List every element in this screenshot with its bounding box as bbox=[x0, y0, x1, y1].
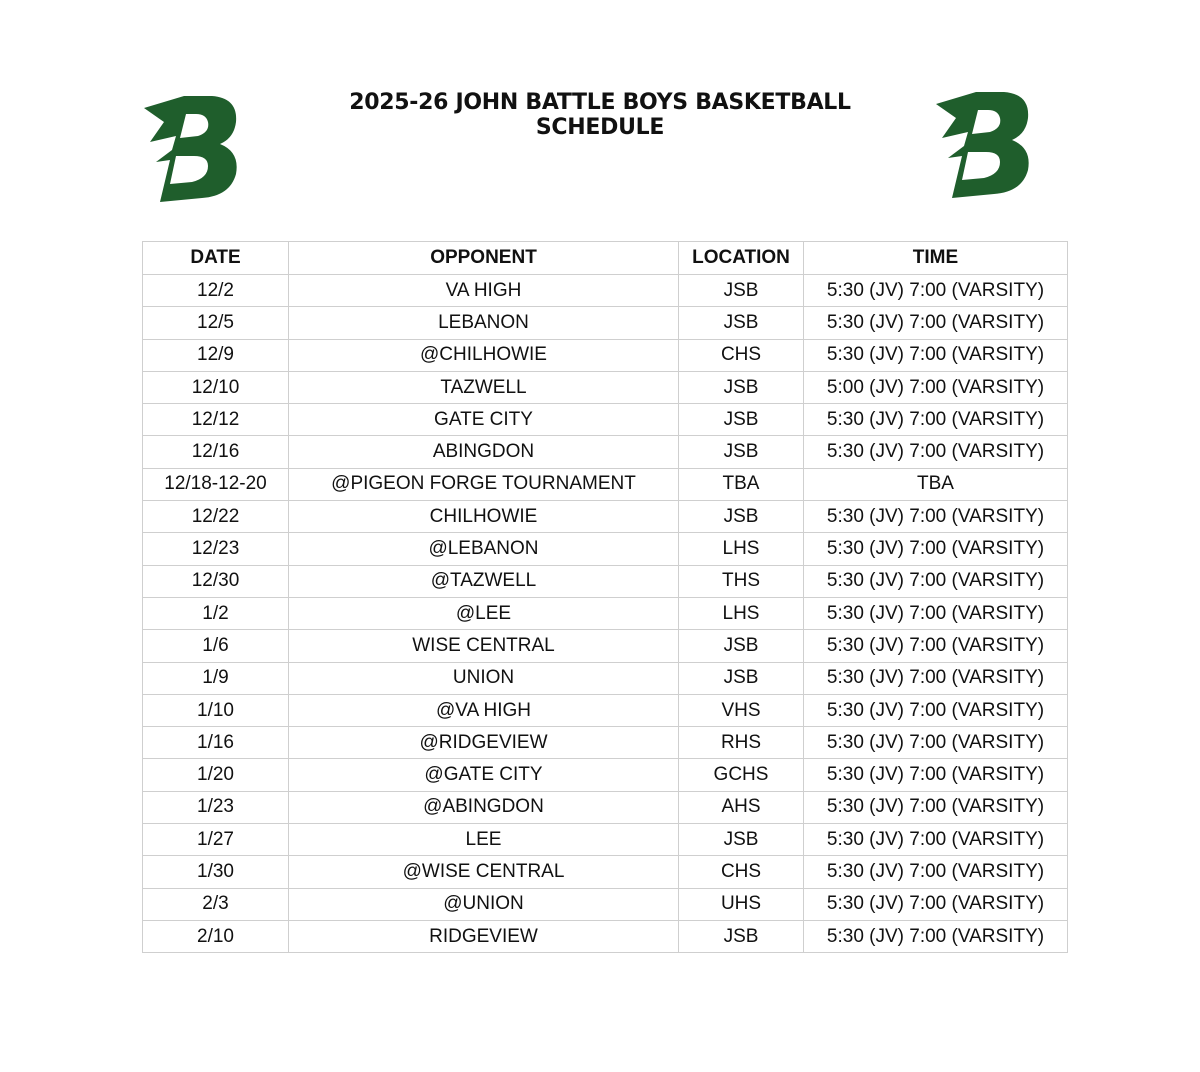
opponent-cell: GATE CITY bbox=[289, 404, 679, 436]
table-row bbox=[143, 533, 1068, 565]
table-header-row bbox=[143, 242, 1068, 275]
time-cell: 5:30 (JV) 7:00 (VARSITY) bbox=[804, 501, 1068, 533]
time-cell: 5:30 (JV) 7:00 (VARSITY) bbox=[804, 727, 1068, 759]
table-row bbox=[143, 468, 1068, 500]
time-cell: 5:30 (JV) 7:00 (VARSITY) bbox=[804, 759, 1068, 791]
opponent-cell: @LEE bbox=[289, 597, 679, 629]
location-cell: JSB bbox=[679, 404, 804, 436]
table-row bbox=[143, 920, 1068, 952]
location-cell: JSB bbox=[679, 371, 804, 403]
time-cell: 5:30 (JV) 7:00 (VARSITY) bbox=[804, 694, 1068, 726]
date-cell: 1/6 bbox=[143, 630, 289, 662]
table-row bbox=[143, 791, 1068, 823]
date-cell: 12/2 bbox=[143, 275, 289, 307]
location-cell: CHS bbox=[679, 856, 804, 888]
table-row bbox=[143, 759, 1068, 791]
location-cell: JSB bbox=[679, 436, 804, 468]
time-cell: 5:30 (JV) 7:00 (VARSITY) bbox=[804, 630, 1068, 662]
location-cell: JSB bbox=[679, 920, 804, 952]
time-cell: 5:30 (JV) 7:00 (VARSITY) bbox=[804, 856, 1068, 888]
opponent-cell: @ABINGDON bbox=[289, 791, 679, 823]
location-cell: UHS bbox=[679, 888, 804, 920]
time-cell: TBA bbox=[804, 468, 1068, 500]
time-cell: 5:30 (JV) 7:00 (VARSITY) bbox=[804, 339, 1068, 371]
table-row bbox=[143, 727, 1068, 759]
date-cell: 12/30 bbox=[143, 565, 289, 597]
table-row bbox=[143, 275, 1068, 307]
date-cell: 12/16 bbox=[143, 436, 289, 468]
date-cell: 12/9 bbox=[143, 339, 289, 371]
opponent-cell: @VA HIGH bbox=[289, 694, 679, 726]
location-cell: GCHS bbox=[679, 759, 804, 791]
date-cell: 1/27 bbox=[143, 824, 289, 856]
time-cell: 5:30 (JV) 7:00 (VARSITY) bbox=[804, 404, 1068, 436]
date-cell: 1/16 bbox=[143, 727, 289, 759]
table-row bbox=[143, 339, 1068, 371]
table-row bbox=[143, 371, 1068, 403]
column-header-opponent: OPPONENT bbox=[289, 242, 679, 275]
time-cell: 5:30 (JV) 7:00 (VARSITY) bbox=[804, 533, 1068, 565]
opponent-cell: @UNION bbox=[289, 888, 679, 920]
opponent-cell: LEE bbox=[289, 824, 679, 856]
time-cell: 5:30 (JV) 7:00 (VARSITY) bbox=[804, 307, 1068, 339]
location-cell: TBA bbox=[679, 468, 804, 500]
date-cell: 1/30 bbox=[143, 856, 289, 888]
opponent-cell: UNION bbox=[289, 662, 679, 694]
location-cell: THS bbox=[679, 565, 804, 597]
date-cell: 1/2 bbox=[143, 597, 289, 629]
column-header-time: TIME bbox=[804, 242, 1068, 275]
location-cell: LHS bbox=[679, 597, 804, 629]
time-cell: 5:30 (JV) 7:00 (VARSITY) bbox=[804, 275, 1068, 307]
column-header-location: LOCATION bbox=[679, 242, 804, 275]
location-cell: JSB bbox=[679, 662, 804, 694]
date-cell: 2/3 bbox=[143, 888, 289, 920]
table-row bbox=[143, 501, 1068, 533]
date-cell: 1/23 bbox=[143, 791, 289, 823]
opponent-cell: @WISE CENTRAL bbox=[289, 856, 679, 888]
date-cell: 12/18-12-20 bbox=[143, 468, 289, 500]
location-cell: JSB bbox=[679, 275, 804, 307]
time-cell: 5:30 (JV) 7:00 (VARSITY) bbox=[804, 436, 1068, 468]
opponent-cell: WISE CENTRAL bbox=[289, 630, 679, 662]
opponent-cell: RIDGEVIEW bbox=[289, 920, 679, 952]
page-title: 2025-26 JOHN BATTLE BOYS BASKETBALL SCHEDULE bbox=[349, 90, 851, 140]
time-cell: 5:30 (JV) 7:00 (VARSITY) bbox=[804, 662, 1068, 694]
time-cell: 5:30 (JV) 7:00 (VARSITY) bbox=[804, 597, 1068, 629]
time-cell: 5:30 (JV) 7:00 (VARSITY) bbox=[804, 824, 1068, 856]
table-row bbox=[143, 888, 1068, 920]
table-row bbox=[143, 662, 1068, 694]
date-cell: 12/10 bbox=[143, 371, 289, 403]
opponent-cell: ABINGDON bbox=[289, 436, 679, 468]
opponent-cell: TAZWELL bbox=[289, 371, 679, 403]
date-cell: 12/22 bbox=[143, 501, 289, 533]
table-row bbox=[143, 565, 1068, 597]
time-cell: 5:30 (JV) 7:00 (VARSITY) bbox=[804, 920, 1068, 952]
schedule-table bbox=[142, 241, 1068, 953]
opponent-cell: CHILHOWIE bbox=[289, 501, 679, 533]
opponent-cell: @PIGEON FORGE TOURNAMENT bbox=[289, 468, 679, 500]
date-cell: 1/9 bbox=[143, 662, 289, 694]
opponent-cell: @GATE CITY bbox=[289, 759, 679, 791]
table-row bbox=[143, 597, 1068, 629]
location-cell: CHS bbox=[679, 339, 804, 371]
b-logo-icon bbox=[934, 88, 1034, 200]
opponent-cell: @TAZWELL bbox=[289, 565, 679, 597]
date-cell: 2/10 bbox=[143, 920, 289, 952]
b-logo-icon bbox=[142, 92, 242, 204]
opponent-cell: @LEBANON bbox=[289, 533, 679, 565]
location-cell: JSB bbox=[679, 824, 804, 856]
location-cell: VHS bbox=[679, 694, 804, 726]
time-cell: 5:30 (JV) 7:00 (VARSITY) bbox=[804, 888, 1068, 920]
date-cell: 12/23 bbox=[143, 533, 289, 565]
opponent-cell: @RIDGEVIEW bbox=[289, 727, 679, 759]
time-cell: 5:00 (JV) 7:00 (VARSITY) bbox=[804, 371, 1068, 403]
date-cell: 1/10 bbox=[143, 694, 289, 726]
location-cell: RHS bbox=[679, 727, 804, 759]
opponent-cell: @CHILHOWIE bbox=[289, 339, 679, 371]
table-row bbox=[143, 694, 1068, 726]
time-cell: 5:30 (JV) 7:00 (VARSITY) bbox=[804, 791, 1068, 823]
date-cell: 12/12 bbox=[143, 404, 289, 436]
location-cell: JSB bbox=[679, 307, 804, 339]
table-row bbox=[143, 856, 1068, 888]
table-row bbox=[143, 404, 1068, 436]
table-row bbox=[143, 436, 1068, 468]
location-cell: JSB bbox=[679, 630, 804, 662]
opponent-cell: LEBANON bbox=[289, 307, 679, 339]
table-row bbox=[143, 630, 1068, 662]
location-cell: JSB bbox=[679, 501, 804, 533]
opponent-cell: VA HIGH bbox=[289, 275, 679, 307]
date-cell: 1/20 bbox=[143, 759, 289, 791]
location-cell: AHS bbox=[679, 791, 804, 823]
location-cell: LHS bbox=[679, 533, 804, 565]
column-header-date: DATE bbox=[143, 242, 289, 275]
time-cell: 5:30 (JV) 7:00 (VARSITY) bbox=[804, 565, 1068, 597]
table-row bbox=[143, 307, 1068, 339]
date-cell: 12/5 bbox=[143, 307, 289, 339]
table-row bbox=[143, 824, 1068, 856]
